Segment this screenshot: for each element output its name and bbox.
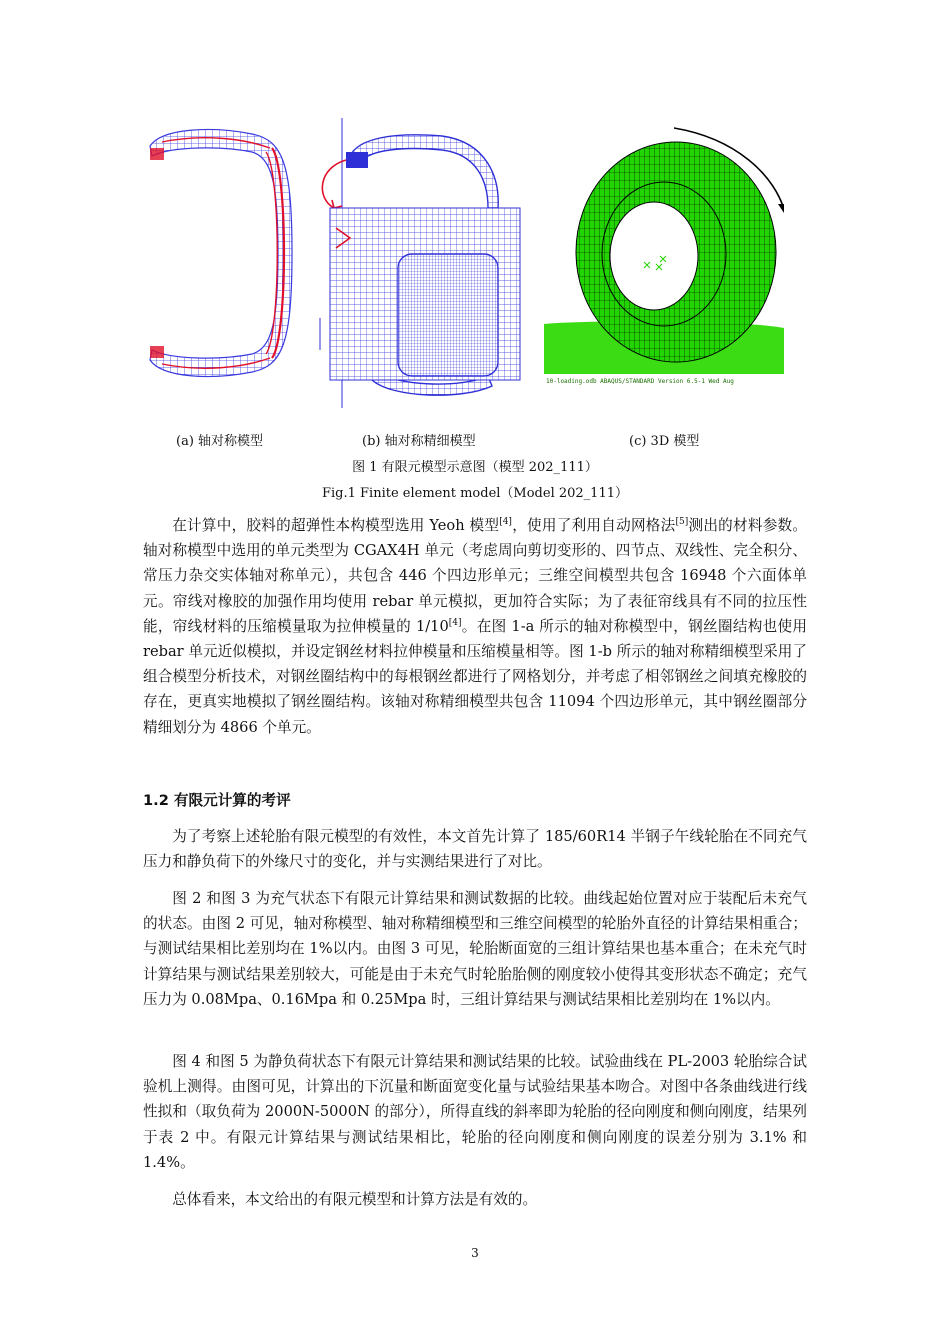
paragraph-4: 图 4 和图 5 为静负荷状态下有限元计算结果和测试结果的比较。试验曲线在 PL-2003 轮胎综合试验机上测得。由图可见，计算出的下沉量和断面宽变化量与试验结果基本吻合。对图中各条曲线进行线性拟和（取负荷为 2000N-5000N 的部分），所得直线的斜率即为轮胎的径向刚度和侧向刚度，结果列于表 2 中。有限元计算结果与测试结果相比，轮胎的径向刚度和侧向刚度的误差分别为 3.1% 和 1.4%。 — [143, 1053, 807, 1171]
paragraph-3: 图 2 和图 3 为充气状态下有限元计算结果和测试数据的比较。曲线起始位置对应于装配后未充气的状态。由图 2 可见，轴对称模型、轴对称精细模型和三维空间模型的轮胎外直径的计算结果相重合；与测试结果相比差别均在 1%以内。由图 3 可见，轮胎断面宽的三组计算结果也基本重合；在未充气时计算结果与测试结果差别较大，可能是由于未充气时轮胎胎侧的刚度较小使得其变形状态不确定；充气压力为 0.08Mpa、0.16Mpa 和 0.25Mpa 时，三组计算结果与测试结果相比差别均在 1%以内。 — [143, 890, 807, 1008]
paragraph-1 — [143, 513, 807, 740]
figure-title-cn: 图 1 有限元模型示意图（模型 202_111） — [352, 460, 598, 475]
axisymmetric-model-figure — [142, 122, 304, 384]
bead-wires-mesh — [398, 254, 498, 376]
citation: [4] — [499, 517, 512, 528]
paragraph-1-part-b: ，使用了利用自动网格法 — [511, 517, 676, 534]
tire-upper-mesh — [348, 135, 498, 208]
figure-title-en: Fig.1 Finite element model（Model 202_111） — [322, 486, 628, 501]
paragraph-1-part-a: 在计算中，胶料的超弹性本构模型选用 Yeoh 模型 — [172, 517, 500, 534]
paragraph-5: 总体看来，本文给出的有限元模型和计算方法是有效的。 — [172, 1191, 538, 1208]
paragraph-1-part-d: 。在图 1-a 所示的轴对称模型中，钢丝圈结构也使用 rebar 单元近似模拟，并设定钢丝材料拉伸模量和压缩模量相等。图 1-b 所示的轴对称精细模型采用了组合模型分析技术，对钢丝圈结构中的每根钢丝都进行了网格划分，并考虑了相邻钢丝之间填充橡胶的存在，更真实地模拟了钢丝圈结构。该轴对称精细模型共包含 11094 个四边形单元，其中钢丝圈部分精细划分为 4866 个单元。 — [143, 617, 807, 736]
bead-region — [346, 152, 368, 168]
section-heading: 1.2 有限元计算的考评 — [143, 792, 291, 809]
refined-model-figure — [312, 118, 522, 408]
bead-top — [150, 148, 164, 160]
caption-b: (b) 轴对称精细模型 — [362, 434, 476, 449]
caption-a: (a) 轴对称模型 — [176, 434, 264, 449]
citation: [4] — [448, 617, 462, 628]
3d-model-figure — [544, 124, 784, 386]
caption-c: (c) 3D 模型 — [629, 434, 700, 449]
citation: [5] — [675, 517, 689, 528]
paragraph-2: 为了考察上述轮胎有限元模型的有效性，本文首先计算了 185/60R14 半钢子午线轮胎在不同充气压力和静负荷下的外缘尺寸的变化，并与实测结果进行了对比。 — [143, 828, 807, 871]
bead-bottom — [150, 346, 164, 358]
abaqus-banner: 10-loading.odb ABAQUS/STANDARD Version 6.5-1 Wed Aug — [546, 378, 734, 385]
paragraph-1-part-c: 测出的材料参数。轴对称模型中选用的单元类型为 CGAX4H 单元（考虑周向剪切变形的、四节点、双线性、完全积分、常压力杂交实体轴对称单元），共包含 446 个四边形单元；三维空间模型共包含 16948 个六面体单元。帘线对橡胶的加强作用均使用 rebar 单元模拟，更加符合实际；为了表征帘线具有不同的拉压性能，帘线材料的压缩模量取为拉伸模量的 1/10 — [143, 517, 807, 635]
page-number: 3 — [471, 1246, 479, 1260]
